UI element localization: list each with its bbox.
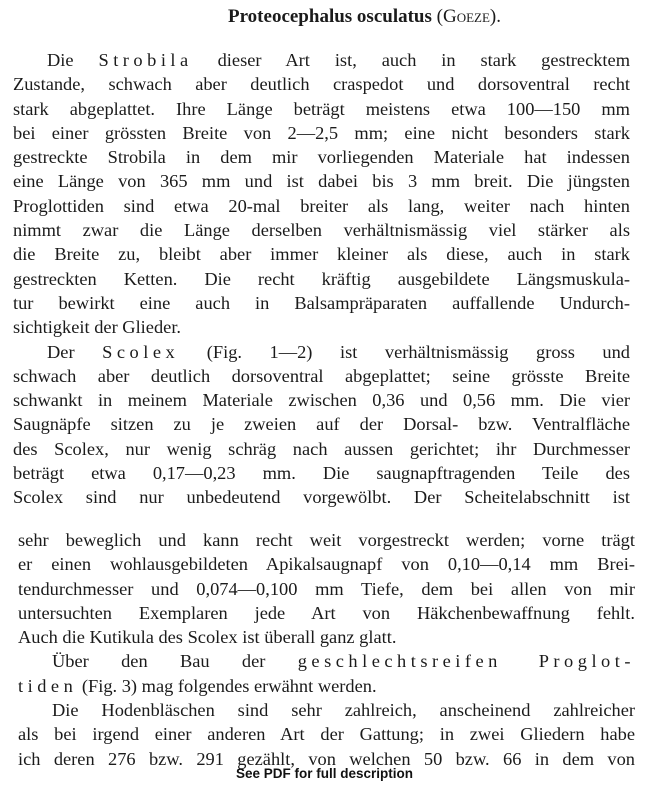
- text-line: Auch die Kutikula des Scolex ist überall ganz glatt.: [18, 627, 397, 648]
- text-line: Proglottiden sind etwa 20-mal breiter als lang, weiter nach hinten: [13, 195, 630, 216]
- text-line: die Breite zu, bleibt aber immer kleiner als diese, auch in stark: [13, 244, 630, 265]
- text-line: Die Strobila dieser Art ist, auch in stark gestrecktem: [47, 50, 631, 70]
- species-author: (Goeze).: [436, 6, 501, 27]
- text-line: beträgt etwa 0,17—0,23 mm. Die saugnapftragenden Teile des: [13, 463, 630, 484]
- page-title: [0, 6, 649, 28]
- text-line: eine Länge von 365 mm und ist dabei bis 3 mm breit. Die jüngsten: [13, 171, 630, 192]
- text-line: Über den Bau der geschlechtsreifen Proglot-: [52, 651, 635, 672]
- text-line: nimmt zwar die Länge derselben verhältnismässig viel stärker als: [13, 220, 630, 241]
- text-line: gestreckte Strobila in dem mir vorliegenden Materiale hat indessen: [13, 147, 630, 168]
- text-line: Zustande, schwach aber deutlich craspedot und dorsoventral recht: [13, 74, 630, 95]
- text-line: tiden (Fig. 3) mag folgendes erwähnt werden.: [18, 675, 377, 696]
- text-line: bei einer grössten Breite von 2—2,5 mm; eine nicht besonders stark: [13, 122, 630, 143]
- text-line: tur bewirkt eine auch in Balsampräparaten auffallende Undurch-: [13, 292, 630, 313]
- text-line: Der Scolex (Fig. 1—2) ist verhältnismässig gross und: [47, 341, 630, 362]
- text-line: Die Hodenbläschen sind sehr zahlreich, anscheinend zahlreicher: [52, 700, 635, 721]
- text-line: als bei irgend einer anderen Art der Gattung; in zwei Gliedern habe: [18, 724, 635, 745]
- text-line: des Scolex, nur wenig schräg nach aussen gerichtet; ihr Durchmesser: [13, 438, 630, 459]
- text-line: untersuchten Exemplaren jede Art von Häkchenbewaffnung fehlt.: [18, 602, 635, 623]
- text-line: schwach aber deutlich dorsoventral abgeplattet; seine grösste Breite: [13, 365, 630, 386]
- text-line: gestreckten Ketten. Die recht kräftig ausgebildete Längsmuskula-: [13, 268, 630, 289]
- text-block-1: [13, 48, 630, 510]
- text-line: ich deren 276 bzw. 291 gezählt, von welchen 50 bzw. 66 in dem von: [18, 748, 635, 769]
- text-line: Scolex sind nur unbedeutend vorgewölbt. Der Scheitelabschnitt ist: [13, 487, 630, 508]
- text-block-2: [18, 528, 635, 771]
- text-line: er einen wohlausgebildeten Apikalsaugnapf von 0,10—0,14 mm Brei-: [18, 554, 635, 575]
- text-line: tendurchmesser und 0,074—0,100 mm Tiefe, dem bei allen von mir: [18, 578, 635, 599]
- text-line: Saugnäpfe sitzen zu je zweien auf der Dorsal- bzw. Ventralfläche: [13, 414, 630, 435]
- text-line: sichtigkeit der Glieder.: [13, 317, 182, 338]
- text-line: schwankt in meinem Materiale zwischen 0,36 und 0,56 mm. Die vier: [13, 390, 630, 411]
- species-name: Proteocephalus osculatus: [227, 6, 432, 27]
- text-line: sehr beweglich und kann recht weit vorgestreckt werden; vorne trägt: [18, 530, 635, 550]
- pdf-notice: See PDF for full description: [235, 766, 414, 781]
- text-line: stark abgeplattet. Ihre Länge beträgt meistens etwa 100—150 mm: [13, 98, 630, 119]
